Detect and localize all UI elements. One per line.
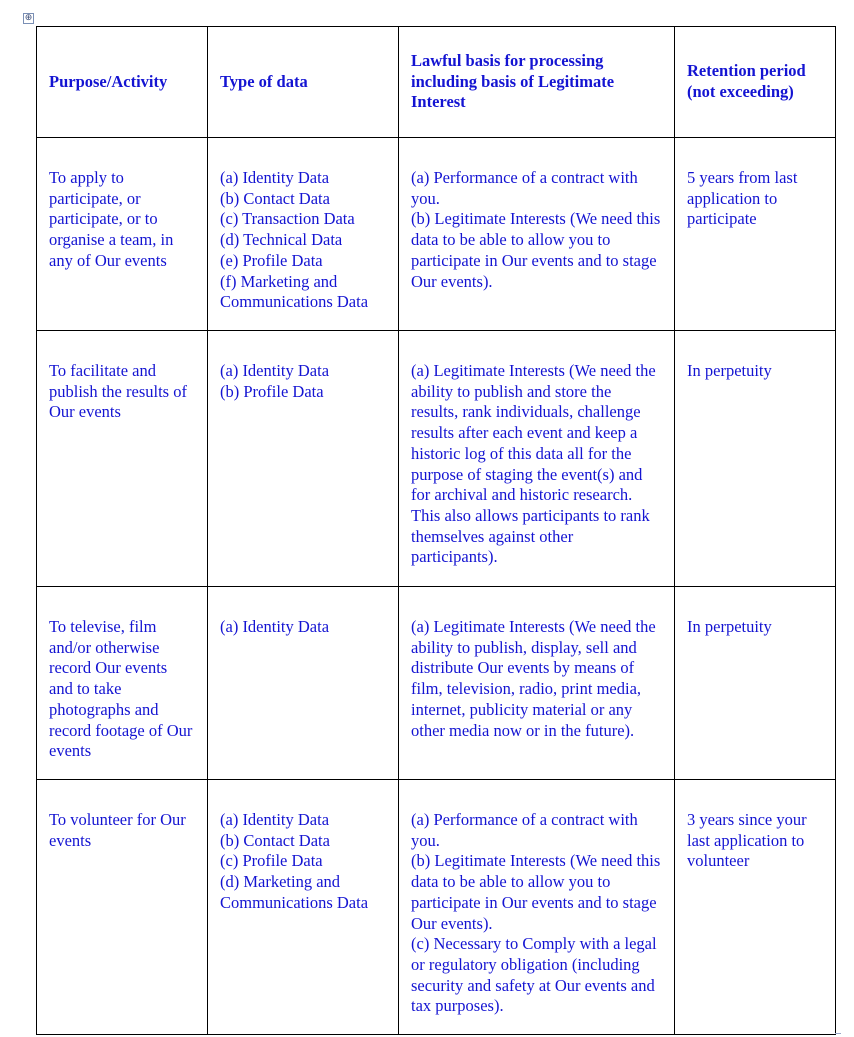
- basis-item: (c) Necessary to Comply with a legal or regulatory obligation (including security and safety at Our events and tax purposes).: [411, 934, 657, 1016]
- table-row: [37, 780, 836, 1035]
- cell-retention: In perpetuity: [675, 331, 836, 587]
- cell-lawful-basis: [399, 780, 675, 1035]
- cell-lawful-basis: [399, 138, 675, 331]
- basis-item: (b) Legitimate Interests (We need this data to be able to allow you to participate in Our events and to stage Our events).: [411, 209, 661, 291]
- cell-retention: 3 years since your last application to volunteer: [675, 780, 836, 1035]
- basis-item: (a) Legitimate Interests (We need the ability to publish, display, sell and distribute Our events by means of film, television, radio, print media, internet, publicity material or any other media now or in the future).: [411, 617, 656, 740]
- basis-item: (a) Legitimate Interests (We need the ability to publish and store the results, rank individuals, challenge results after each event and keep a historic log of this data all for the purpose of staging the event(s) and for archival and historic research. This also allows participants to rank themselves against other participants).: [411, 361, 656, 567]
- cell-purpose: To volunteer for Our events: [37, 780, 208, 1035]
- data-type-item: (f) Marketing and Communications Data: [220, 271, 369, 312]
- table-move-handle-icon[interactable]: ⊕: [24, 13, 33, 23]
- basis-item: (b) Legitimate Interests (We need this data to be able to allow you to participate in Our events and to stage Our events).: [411, 851, 661, 933]
- data-type-item: (d) Marketing and Communications Data: [220, 872, 369, 912]
- data-type-item: (b) Contact Data: [220, 830, 330, 850]
- cell-lawful-basis: [399, 331, 675, 587]
- basis-item: (a) Performance of a contract with you.: [411, 810, 638, 850]
- cell-retention: 5 years from last application to participate: [675, 138, 836, 331]
- table-header-row: [37, 27, 836, 138]
- cell-purpose: To apply to participate, or participate, or to organise a team, in any of Our events: [37, 138, 208, 331]
- cell-retention: In perpetuity: [675, 587, 836, 780]
- data-type-item: (d) Technical Data: [220, 230, 343, 250]
- data-processing-table: [36, 26, 836, 1035]
- cell-type-of-data: [208, 331, 399, 587]
- header-type-of-data: Type of data: [208, 27, 399, 138]
- data-type-item: (a) Identity Data: [220, 617, 330, 636]
- table-row: [37, 331, 836, 587]
- data-type-item: (c) Profile Data: [220, 851, 323, 871]
- cell-type-of-data: [208, 587, 399, 780]
- table-resize-handle[interactable]: [835, 1033, 841, 1034]
- data-type-item: (a) Identity Data: [220, 168, 330, 187]
- cell-purpose: To facilitate and publish the results of Our events: [37, 331, 208, 587]
- header-purpose: Purpose/Activity: [37, 27, 208, 138]
- table-row: [37, 587, 836, 780]
- cell-purpose: To televise, film and/or otherwise record Our events and to take photographs and record footage of Our events: [37, 587, 208, 780]
- basis-item: (a) Performance of a contract with you.: [411, 168, 638, 208]
- header-retention-period: Retention period (not exceeding): [675, 27, 836, 138]
- table-row: [37, 138, 836, 331]
- cell-type-of-data: [208, 138, 399, 331]
- data-type-item: (e) Profile Data: [220, 250, 323, 270]
- data-type-item: (c) Transaction Data: [220, 209, 355, 229]
- data-type-item: (b) Profile Data: [220, 381, 324, 401]
- data-type-item: (b) Contact Data: [220, 188, 330, 208]
- header-lawful-basis: Lawful basis for processing including basis of Legitimate Interest: [399, 27, 675, 138]
- cell-lawful-basis: [399, 587, 675, 780]
- data-type-item: (a) Identity Data: [220, 810, 330, 829]
- data-type-item: (a) Identity Data: [220, 361, 330, 380]
- cell-type-of-data: [208, 780, 399, 1035]
